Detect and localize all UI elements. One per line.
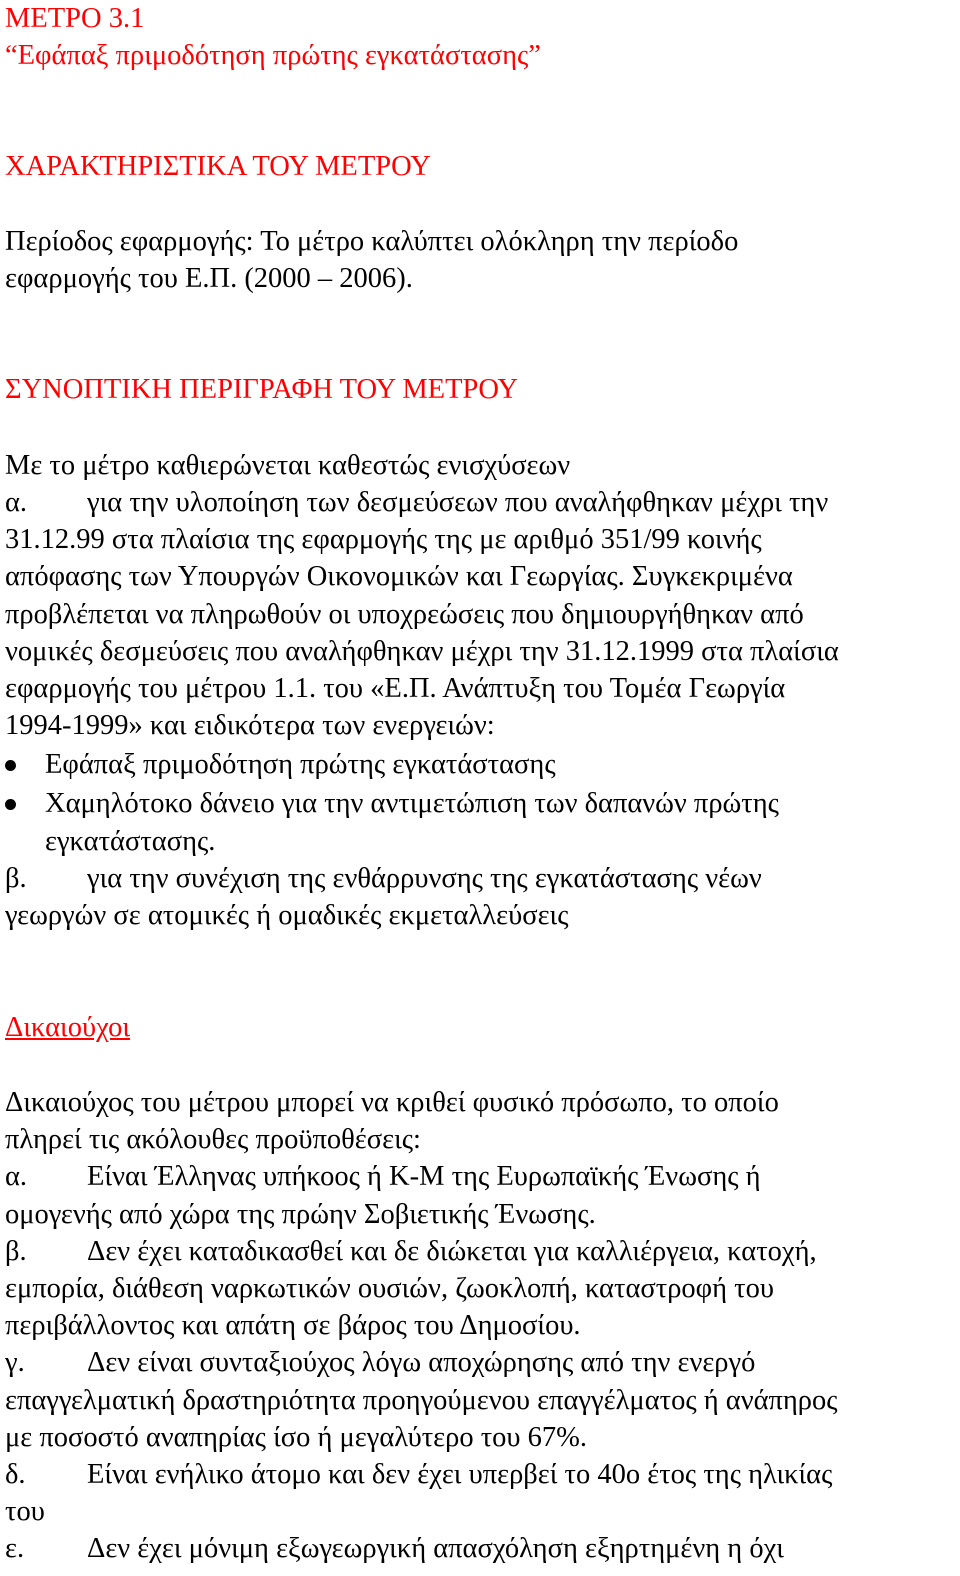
paragraph-line: του [5, 1496, 45, 1527]
bullet-icon [5, 760, 16, 771]
condition-item [5, 1456, 832, 1493]
paragraph-line: εφαρμογής του μέτρου 1.1. του «Ε.Π. Ανάπτυξη του Τομέα Γεωργία [5, 673, 786, 704]
item-label: γ. [5, 1347, 25, 1378]
summary-item-b [5, 860, 762, 897]
measure-subtitle: “Εφάπαξ πριμοδότηση πρώτης εγκατάστασης” [5, 40, 541, 71]
condition-item [5, 1233, 817, 1270]
measure-title: ΜΕΤΡΟ 3.1 [5, 3, 145, 34]
paragraph-line: απόφασης των Υπουργών Οικονομικών και Γεωργίας. Συγκεκριμένα [5, 561, 793, 592]
characteristics-line: Περίοδος εφαρμογής: Το μέτρο καλύπτει ολόκληρη την περίοδο [5, 226, 739, 257]
item-label: β. [5, 1236, 27, 1267]
item-text: για την συνέχιση της ενθάρρυνσης της εγκατάστασης νέων [87, 863, 762, 894]
item-label: ε. [5, 1533, 25, 1564]
summary-item-a [5, 484, 828, 521]
item-text: Δεν έχει καταδικασθεί και δε διώκεται για καλλιέργεια, κατοχή, [87, 1236, 817, 1267]
item-text: Είναι ενήλικο άτομο και δεν έχει υπερβεί το 40ο έτος της ηλικίας [87, 1459, 833, 1490]
paragraph-line: 1994-1999» και ειδικότερα των ενεργειών: [5, 710, 495, 741]
item-text: Δεν έχει μόνιμη εξωγεωργική απασχόληση εξηρτημένη η όχι [87, 1533, 784, 1564]
paragraph-line: με ποσοστό αναπηρίας ίσο ή μεγαλύτερο του 67%. [5, 1422, 588, 1453]
bullet-item-continuation: εγκατάστασης. [45, 826, 216, 857]
characteristics-line: εφαρμογής του Ε.Π. (2000 – 2006). [5, 263, 413, 294]
bullet-icon [5, 799, 16, 810]
condition-item [5, 1344, 755, 1381]
paragraph-line: 31.12.99 στα πλαίσια της εφαρμογής της με αριθμό 351/99 κοινής [5, 524, 762, 555]
item-text: για την υλοποίηση των δεσμεύσεων που αναλήφθηκαν μέχρι την [87, 487, 829, 518]
beneficiaries-intro: Δικαιούχος του μέτρου μπορεί να κριθεί φυσικό πρόσωπο, το οποίο [5, 1087, 779, 1118]
item-text: Είναι Έλληνας υπήκοος ή Κ-Μ της Ευρωπαϊκής Ένωσης ή [87, 1161, 761, 1192]
paragraph-line: εμπορία, διάθεση ναρκωτικών ουσιών, ζωοκλοπή, καταστροφή του [5, 1273, 774, 1304]
condition-item [5, 1158, 761, 1195]
item-label: α. [5, 1161, 28, 1192]
summary-heading: ΣΥΝΟΠΤΙΚΗ ΠΕΡΙΓΡΑΦΗ ΤΟΥ ΜΕΤΡΟΥ [5, 374, 519, 405]
paragraph-line: επαγγελματική δραστηριότητα προηγούμενου επαγγέλματος ή ανάπηρος [5, 1385, 838, 1416]
beneficiaries-heading: Δικαιούχοι [5, 1012, 131, 1043]
item-label: β. [5, 863, 27, 894]
paragraph-line: γεωργών σε ατομικές ή ομαδικές εκμεταλλεύσεις [5, 900, 569, 931]
item-label: α. [5, 487, 28, 518]
item-text: Δεν είναι συνταξιούχος λόγω αποχώρησης από την ενεργό [87, 1347, 756, 1378]
paragraph-line: προβλέπεται να πληρωθούν οι υποχρεώσεις που δημιουργήθηκαν από [5, 599, 804, 630]
paragraph-line: νομικές δεσμεύσεις που αναλήφθηκαν μέχρι την 31.12.1999 στα πλαίσια [5, 636, 839, 667]
characteristics-heading: ΧΑΡΑΚΤΗΡΙΣΤΙΚΑ ΤΟΥ ΜΕΤΡΟΥ [5, 151, 431, 182]
beneficiaries-intro: πληρεί τις ακόλουθες προϋποθέσεις: [5, 1124, 421, 1155]
summary-intro: Με το μέτρο καθιερώνεται καθεστώς ενισχύσεων [5, 450, 571, 481]
item-label: δ. [5, 1459, 26, 1490]
bullet-item: Χαμηλότοκο δάνειο για την αντιμετώπιση των δαπανών πρώτης [45, 788, 779, 819]
condition-item [5, 1530, 784, 1567]
paragraph-line: ομογενής από χώρα της πρώην Σοβιετικής Ένωσης. [5, 1199, 596, 1230]
paragraph-line: περιβάλλοντος και απάτη σε βάρος του Δημοσίου. [5, 1310, 581, 1341]
bullet-item: Εφάπαξ πριμοδότηση πρώτης εγκατάστασης [45, 749, 556, 780]
